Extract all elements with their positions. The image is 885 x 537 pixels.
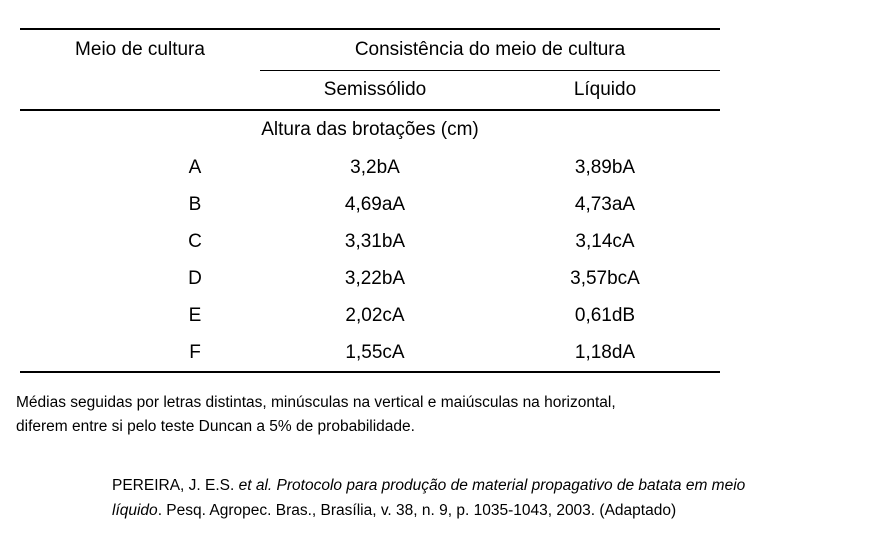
footnote-line-1: Médias seguidas por letras distintas, minúsculas na vertical e maiúsculas na horizontal,	[16, 394, 616, 411]
cell-semissolido: 3,31bA	[344, 230, 406, 252]
source-title-italic-cont: líquido	[112, 502, 158, 520]
cell-semissolido: 2,02cA	[345, 304, 405, 326]
header-empty	[20, 71, 260, 111]
source-line-2	[112, 498, 872, 523]
row-label: C	[188, 230, 202, 252]
cell-liquido: 1,18dA	[490, 334, 720, 372]
table-row	[20, 149, 720, 186]
table-section-title-row	[20, 110, 720, 149]
cell-liquido: 3,57bcA	[570, 267, 640, 289]
table-header-row-2	[20, 71, 720, 111]
cell-semissolido: 1,55cA	[260, 334, 490, 372]
footnote-line-2: diferem entre si pelo teste Duncan a 5% de probabilidade.	[16, 418, 415, 436]
section-title-altura-brotacoes: Altura das brotações (cm)	[261, 119, 479, 140]
header-meio-de-cultura: Meio de cultura	[20, 29, 260, 71]
header-consistencia: Consistência do meio de cultura	[260, 29, 720, 71]
cell-liquido: 3,89bA	[574, 156, 636, 178]
cell-liquido: 0,61dB	[574, 304, 636, 326]
row-label: D	[188, 267, 202, 289]
header-semissolido: Semissólido	[260, 71, 490, 111]
results-table-container	[20, 28, 720, 373]
cell-semissolido: 3,22bA	[344, 267, 406, 289]
table-row	[20, 186, 720, 223]
row-label: A	[188, 156, 202, 178]
row-label: B	[188, 193, 202, 215]
cell-liquido: 3,14cA	[575, 230, 635, 252]
table-row	[20, 297, 720, 334]
source-rest: . Pesq. Agropec. Bras., Brasília, v. 38, n. 9, p. 1035-1043, 2003. (Adaptado)	[157, 502, 677, 520]
source-citation	[112, 473, 872, 523]
table-footnote	[16, 391, 756, 439]
results-table	[20, 28, 720, 373]
cell-semissolido: 3,2bA	[350, 156, 400, 178]
source-title-italic: et al. Protocolo para produção de material propagativo de batata em meio	[238, 477, 746, 494]
source-line-1	[112, 473, 872, 498]
table-row	[20, 223, 720, 260]
row-label: F	[20, 334, 260, 372]
table-row	[20, 334, 720, 372]
cell-semissolido: 4,69aA	[344, 193, 406, 215]
header-liquido: Líquido	[490, 71, 720, 111]
row-label: E	[188, 304, 202, 326]
source-authors: PEREIRA, J. E.S.	[112, 477, 239, 494]
table-row	[20, 260, 720, 297]
table-header-row-1	[20, 29, 720, 71]
cell-liquido: 4,73aA	[574, 193, 636, 215]
